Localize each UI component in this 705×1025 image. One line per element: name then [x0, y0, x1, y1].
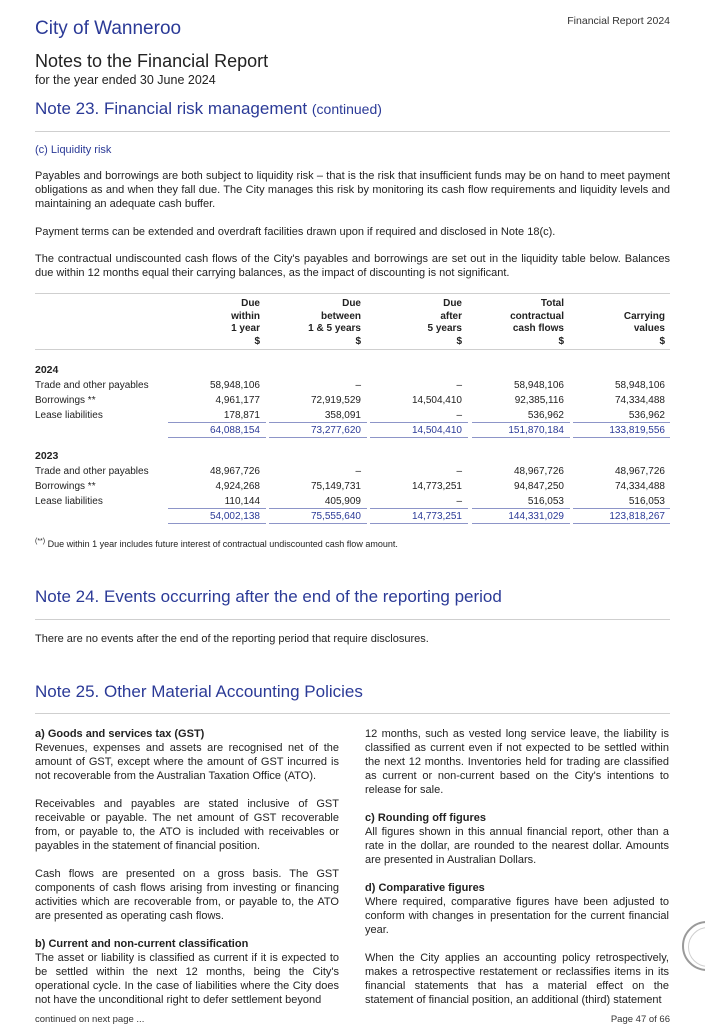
- total-rule: [573, 523, 670, 524]
- table-cell: 536,962: [628, 410, 665, 421]
- table-top-rule: [35, 293, 670, 294]
- paragraph: Where required, comparative figures have been adjusted to conform with changes in presentation for the current financial year.: [365, 896, 669, 936]
- total-rule: [370, 523, 468, 524]
- table-cell: 4,924,268: [215, 481, 260, 492]
- divider: [35, 619, 670, 620]
- table-cell: 516,053: [628, 496, 665, 507]
- table-cell: –: [456, 466, 462, 477]
- table-cell: 58,948,106: [513, 380, 564, 391]
- liquidity-risk-subheading: (c) Liquidity risk: [35, 144, 112, 156]
- paragraph: The contractual undiscounted cash flows of the City's payables and borrowings are set out in the liquidity table below. Balances due within 12 months equal their carrying balances, as the impact of discounting is not significant.: [35, 253, 670, 279]
- table-cell: 58,948,106: [614, 380, 665, 391]
- divider: [35, 713, 670, 714]
- row-label: Trade and other payables: [35, 466, 149, 477]
- paragraph: When the City applies an accounting policy retrospectively, makes a retrospective restatement or reclassifies items in its financial statements that has a material effect on the statement of financial position, an additional (third) statement: [365, 952, 669, 1006]
- table-cell: –: [355, 380, 361, 391]
- paragraph: There are no events after the end of the reporting period that require disclosures.: [35, 633, 429, 645]
- total-rule: [573, 422, 670, 423]
- col-header-after-5-years: Due after 5 years $: [427, 298, 462, 347]
- total-rule: [472, 437, 570, 438]
- table-cell: 4,961,177: [215, 395, 260, 406]
- col-header-total-contractual: Total contractual cash flows $: [510, 298, 564, 347]
- total-cell: 151,870,184: [508, 425, 564, 436]
- table-cell: 58,948,106: [209, 380, 260, 391]
- paragraph: All figures shown in this annual financial report, other than a rate in the dollar, are rounded to the nearest dollar. Amounts are presented in Australian Dollars.: [365, 826, 669, 866]
- row-label: Borrowings **: [35, 395, 96, 406]
- total-rule: [168, 437, 266, 438]
- scroll-badge-icon[interactable]: [682, 921, 705, 971]
- table-cell: 14,504,410: [411, 395, 462, 406]
- total-rule: [370, 508, 468, 509]
- paragraph: Revenues, expenses and assets are recognised net of the amount of GST, except where the amount of GST incurred is not recoverable from the Australian Taxation Office (ATO).: [35, 742, 339, 782]
- col-header-carrying-values: Carrying values $: [623, 310, 665, 347]
- total-rule: [269, 422, 367, 423]
- footnote-mark: (**): [35, 538, 46, 545]
- organisation-name: City of Wanneroo: [35, 18, 182, 39]
- total-cell: 54,002,138: [209, 511, 260, 522]
- total-rule: [472, 422, 570, 423]
- liquidity-table: [35, 293, 670, 525]
- total-cell: 133,819,556: [609, 425, 665, 436]
- table-cell: 178,871: [223, 410, 260, 421]
- row-label: Borrowings **: [35, 481, 96, 492]
- document-label: Financial Report 2024: [567, 15, 670, 27]
- table-cell: –: [456, 380, 462, 391]
- table-cell: 94,847,250: [513, 481, 564, 492]
- table-cell: –: [355, 466, 361, 477]
- paragraph: Payables and borrowings are both subject to liquidity risk – that is the risk that insufficient funds may be on hand to meet payment obligations as and when they fall due. The City manages this risk by monitoring its cash flow requirements and liquidity levels and maintaining an adequate cash buffer.: [35, 170, 670, 210]
- table-cell: 48,967,726: [513, 466, 564, 477]
- row-label: Lease liabilities: [35, 496, 103, 507]
- total-rule: [472, 508, 570, 509]
- paragraph: The asset or liability is classified as current if it is expected to be settled within the next 12 months, being the City's operational cycle. In the case of liabilities where the City does not have the unconditional right to defer settlement beyond: [35, 952, 339, 1006]
- total-rule: [573, 437, 670, 438]
- total-rule: [269, 508, 367, 509]
- page-title: Notes to the Financial Report: [35, 51, 269, 71]
- total-cell: 144,331,029: [508, 511, 564, 522]
- paragraph: 12 months, such as vested long service leave, the liability is classified as current even if not expected to be settled within the next 12 months. Inventories held for trading are classified as current or non-current based on the City's intentions to release for sale.: [365, 728, 669, 796]
- paragraph: Cash flows are presented on a gross basis. The GST components of cash flows arising from investing or financing activities which are recoverable from, or payable to, the ATO are presented as operating cash flows.: [35, 868, 339, 922]
- total-rule: [573, 508, 670, 509]
- year-heading: 2024: [35, 364, 59, 376]
- total-cell: 14,504,410: [411, 425, 462, 436]
- policy-right-column: [365, 727, 669, 1007]
- table-cell: 92,385,116: [514, 395, 564, 406]
- policy-left-column: [35, 727, 339, 1007]
- table-cell: 72,919,529: [310, 395, 361, 406]
- total-cell: 123,818,267: [609, 511, 665, 522]
- row-label: Trade and other payables: [35, 380, 149, 391]
- total-rule: [269, 523, 367, 524]
- row-label: Lease liabilities: [35, 410, 103, 421]
- page-subtitle: for the year ended 30 June 2024: [35, 73, 216, 87]
- table-header-rule: [35, 349, 670, 350]
- total-cell: 14,773,251: [411, 511, 462, 522]
- table-cell: 405,909: [324, 496, 361, 507]
- total-rule: [370, 422, 468, 423]
- col-header-1-to-5-years: Due between 1 & 5 years $: [308, 298, 361, 347]
- table-cell: 14,773,251: [411, 481, 462, 492]
- note23-title: Note 23. Financial risk management: [35, 99, 308, 118]
- table-cell: –: [456, 410, 462, 421]
- continued-note: continued on next page ...: [35, 1014, 145, 1025]
- total-cell: 75,555,640: [310, 511, 361, 522]
- table-cell: 516,053: [527, 496, 564, 507]
- total-rule: [168, 523, 266, 524]
- table-cell: 110,144: [224, 496, 260, 507]
- total-rule: [168, 508, 266, 509]
- total-rule: [269, 437, 367, 438]
- policy-heading-classification: b) Current and non-current classification: [35, 938, 249, 950]
- policy-heading-rounding: c) Rounding off figures: [365, 812, 486, 824]
- page-number: Page 47 of 66: [610, 1014, 670, 1025]
- total-rule: [472, 523, 570, 524]
- table-cell: 536,962: [527, 410, 564, 421]
- table-cell: 75,149,731: [310, 481, 361, 492]
- table-cell: 48,967,726: [209, 466, 260, 477]
- note24-title: Note 24. Events occurring after the end of the reporting period: [35, 587, 502, 606]
- total-cell: 73,277,620: [310, 425, 361, 436]
- table-cell: 74,334,488: [614, 481, 665, 492]
- policy-heading-gst: a) Goods and services tax (GST): [35, 728, 205, 740]
- paragraph: Payment terms can be extended and overdraft facilities drawn upon if required and disclosed in Note 18(c).: [35, 226, 556, 238]
- total-cell: 64,088,154: [209, 425, 260, 436]
- table-footnote: [35, 538, 398, 549]
- total-rule: [370, 437, 468, 438]
- paragraph: Receivables and payables are stated inclusive of GST receivable or payable. The net amount of GST recoverable from, or payable to, the ATO is included with receivables or payables in the statement of financial position.: [35, 798, 339, 852]
- note25-title: Note 25. Other Material Accounting Policies: [35, 682, 363, 701]
- table-cell: 358,091: [324, 410, 361, 421]
- footnote-text: Due within 1 year includes future interest of contractual undiscounted cash flow amount.: [47, 539, 398, 549]
- col-header-within-1-year: Due within 1 year $: [231, 298, 260, 347]
- total-rule: [168, 422, 266, 423]
- table-cell: 74,334,488: [614, 395, 665, 406]
- table-cell: –: [456, 496, 462, 507]
- divider: [35, 131, 670, 132]
- year-heading: 2023: [35, 450, 59, 462]
- note23-heading: [35, 99, 382, 119]
- table-cell: 48,967,726: [614, 466, 665, 477]
- note23-continued: (continued): [311, 101, 382, 117]
- policy-heading-comparative: d) Comparative figures: [365, 882, 485, 894]
